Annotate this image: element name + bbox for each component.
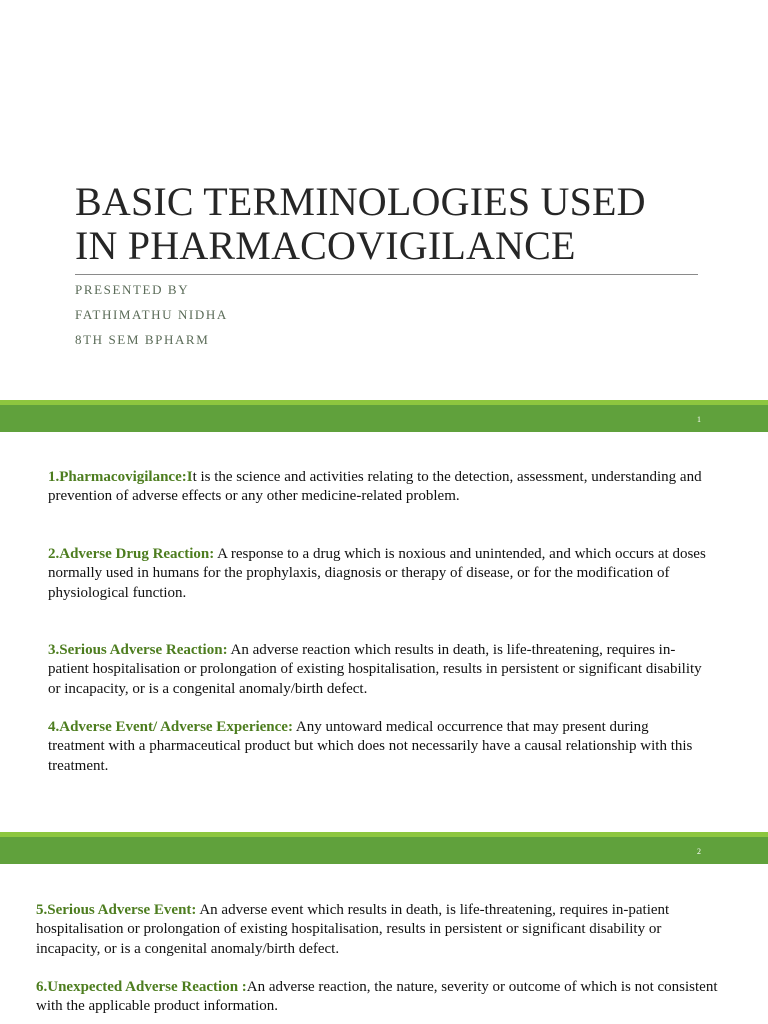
definitions-slide-2 [0,864,768,1024]
definition-text: An adverse event which results in death, is life-threatening, requires in-patient hospitalisation or prolongation of existing hospitalisation, results in persistent or significant disability or incapacity, or is a congenital anomaly/birth defect. [36,902,670,957]
title-line-2: IN PHARMACOVIGILANCE [75,223,576,268]
definition-text: An adverse reaction which results in death, is life-threatening, requires in-patient hospitalisation or prolongation of existing hospitalisation, results in persistent or significant disability or incapacity, or is a congenital anomaly/birth defect. [48,642,702,697]
slide-title [75,180,715,268]
definitions-slide-1 [0,432,768,832]
page-number: 1 [697,415,701,424]
band-dark-stripe [0,405,768,432]
definition-term: 6.Unexpected Adverse Reaction : [36,979,247,995]
page-number: 2 [697,847,701,856]
definition-term: 4.Adverse Event/ Adverse Experience: [48,719,293,735]
title-line-1: BASIC TERMINOLOGIES USED [75,179,646,224]
definition-unexpected-adverse-reaction [36,978,726,1017]
definition-text: A response to a drug which is noxious and unintended, and which occurs at doses normally used in humans for the prophylaxis, diagnosis or therapy of disease, or for the modification of physiological function. [48,546,706,601]
definition-adverse-event [48,718,708,776]
definition-text: An adverse reaction, the nature, severity or outcome of which is not consistent with the applicable product information. [36,979,718,1015]
slide-footer-band [0,400,768,432]
definition-serious-adverse-reaction [48,641,708,699]
definition-pharmacovigilance [48,468,708,507]
definition-term: 3.Serious Adverse Reaction: [48,642,228,658]
title-divider [75,274,698,275]
band-dark-stripe [0,837,768,864]
definition-term: 5.Serious Adverse Event: [36,902,197,918]
slide-footer-band [0,832,768,864]
definition-adverse-drug-reaction [48,545,708,603]
definition-term: 1.Pharmacovigilance:I [48,469,193,485]
title-slide [0,0,768,400]
definition-serious-adverse-event [36,901,726,959]
definition-text: t is the science and activities relating to the detection, assessment, understanding and prevention of adverse effects or any other medicine-related problem. [48,469,702,505]
definition-term: 2.Adverse Drug Reaction: [48,546,215,562]
definition-text: Any untoward medical occurrence that may present during treatment with a pharmaceutical product but which does not necessarily have a causal relationship with this treatment. [48,719,693,774]
subtitle-author: FATHIMATHU NIDHA [75,307,228,322]
subtitle-course: 8TH SEM BPHARM [75,332,210,347]
subtitle-presented-by: PRESENTED BY [75,282,190,297]
